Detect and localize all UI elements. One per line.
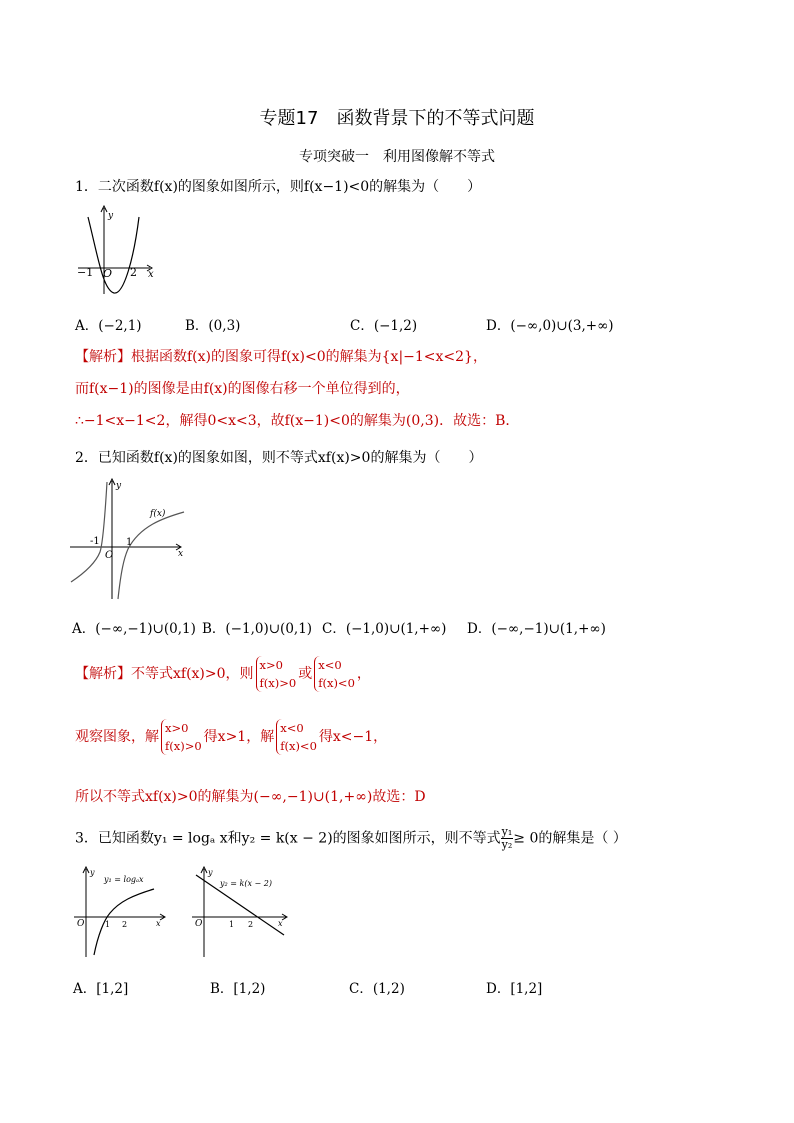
tick-label-1: 1 — [229, 920, 235, 929]
q1-solution-line-3: ∴−1<x−1<2，解得0<x<3，故f(x−1)<0的解集为(0,3)．故选：B． — [75, 413, 520, 429]
q2-sol1-mid: 或 — [298, 666, 313, 682]
curve-label: y₂ = k(x − 2) — [220, 879, 272, 888]
origin-label: O — [103, 267, 113, 280]
q2-sol2-system-1 — [161, 719, 202, 755]
system-top: x>0 — [259, 658, 283, 672]
fraction-numerator: y₁ — [501, 825, 513, 838]
system-bottom: f(x)<0 — [318, 676, 355, 690]
tick-label-2: 2 — [122, 920, 128, 929]
origin-label: O — [105, 550, 114, 561]
tick-label-neg1: -1 — [90, 536, 100, 547]
question-3-graph-2 — [190, 865, 290, 960]
system-bottom: f(x)<0 — [280, 739, 317, 753]
system-top: x<0 — [280, 721, 304, 735]
y-axis-label: y — [108, 211, 114, 221]
q2-option-d[interactable]: D．(−∞,−1)∪(1,+∞) — [467, 621, 606, 637]
x-axis-label: x — [278, 919, 283, 928]
q2-solution-line-1 — [75, 656, 371, 692]
question-3-stem — [75, 826, 627, 851]
page-title: 专题17 函数背景下的不等式问题 — [259, 108, 535, 129]
q3-option-d[interactable]: D．[1,2] — [486, 981, 543, 997]
origin-label: O — [195, 919, 203, 929]
q3-option-a[interactable]: A．[1,2] — [73, 981, 129, 997]
y-axis-label: y — [90, 868, 95, 877]
q3-option-b[interactable]: B．[1,2) — [210, 981, 266, 997]
q2-sol1-system-1 — [256, 656, 297, 692]
parabola-curve — [88, 217, 139, 293]
y-axis-label: y — [116, 481, 122, 491]
y-axis-label: y — [208, 868, 213, 877]
q2-sol2-mid: 得x>1，解 — [203, 729, 275, 745]
system-bottom: f(x)>0 — [259, 676, 297, 690]
q2-option-a[interactable]: A．(−∞,−1)∪(0,1) — [72, 621, 196, 637]
tick-label-2: 2 — [130, 266, 137, 279]
q3-stem-pre: 3．已知函数y₁ = logₐ x和y₂ = k(x − 2)的图象如图所示，则不等式 — [75, 830, 501, 847]
q2-option-c[interactable]: C．(−1,0)∪(1,+∞) — [322, 621, 447, 637]
curve-left-branch — [71, 482, 107, 582]
system-top: x>0 — [165, 721, 189, 735]
system-top: x<0 — [318, 658, 342, 672]
q2-sol2-pre: 观察图象，解 — [75, 729, 159, 745]
x-axis-label: x — [156, 919, 161, 928]
question-2-graph — [68, 476, 188, 601]
system-bottom: f(x)>0 — [165, 739, 202, 753]
q2-sol1-pre: 【解析】不等式xf(x)>0，则 — [75, 666, 254, 682]
tick-label-neg1: −1 — [77, 266, 94, 279]
q2-option-b[interactable]: B．(−1,0)∪(0,1) — [202, 621, 313, 637]
question-1-graph — [72, 202, 167, 300]
q2-solution-line-3: 所以不等式xf(x)>0的解集为(−∞,−1)∪(1,+∞)故选：D — [75, 789, 426, 805]
tick-label-2: 2 — [248, 920, 254, 929]
q1-option-a[interactable]: A．(−2,1) — [75, 318, 142, 334]
tick-label-1: 1 — [126, 537, 133, 548]
q2-sol2-system-2 — [276, 719, 317, 755]
curve-label: f(x) — [150, 509, 166, 519]
q3-option-c[interactable]: C．(1,2) — [349, 981, 405, 997]
q2-sol2-post: 得x<−1， — [318, 729, 388, 745]
q3-stem-post: ≥ 0的解集是（ ） — [513, 830, 627, 847]
tick-label-1: 1 — [105, 920, 111, 929]
origin-label: O — [77, 919, 85, 929]
q3-fraction — [501, 826, 514, 851]
curve-right-branch — [118, 512, 184, 599]
q2-sol1-post: ， — [356, 666, 371, 682]
curve-label: y₁ = logₐx — [104, 875, 144, 884]
x-axis-label: x — [178, 549, 184, 559]
fraction-denominator: y₂ — [501, 838, 513, 851]
q1-option-c[interactable]: C．(−1,2) — [350, 318, 418, 334]
q1-solution-line-1: 【解析】根据函数f(x)的图象可得f(x)<0的解集为{x|−1<x<2}， — [75, 349, 487, 365]
question-3-graph-1 — [72, 865, 168, 960]
q1-option-b[interactable]: B．(0,3) — [185, 318, 241, 334]
q1-option-d[interactable]: D．(−∞,0)∪(3,+∞) — [486, 318, 614, 334]
x-axis-label: x — [148, 269, 154, 280]
question-1-stem: 1．二次函数f(x)的图象如图所示，则f(x−1)<0的解集为（ ） — [75, 179, 482, 195]
q2-solution-line-2 — [75, 719, 387, 755]
section-subtitle: 专项突破一 利用图像解不等式 — [299, 149, 495, 165]
q1-solution-line-2: 而f(x−1)的图像是由f(x)的图像右移一个单位得到的， — [75, 381, 410, 397]
q2-sol1-system-2 — [314, 656, 355, 692]
question-2-stem: 2．已知函数f(x)的图象如图，则不等式xf(x)>0的解集为（ ） — [75, 450, 483, 466]
